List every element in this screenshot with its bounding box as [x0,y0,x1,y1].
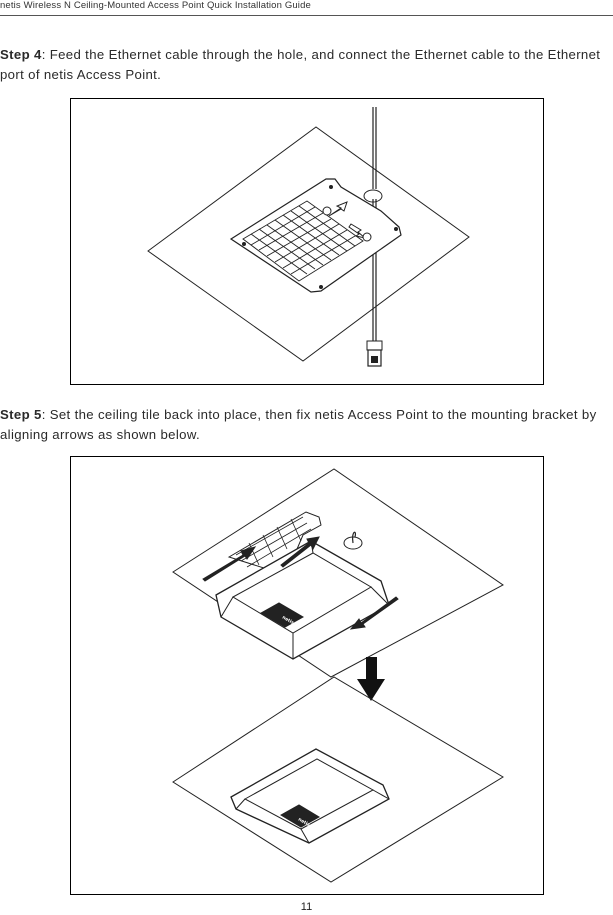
figure-step-5-illustration [71,457,545,896]
rj45-connector [367,341,382,350]
step-5-label: Step 5 [0,407,42,422]
access-point-lower [231,749,389,843]
device-logo-lower: netis [297,817,311,829]
step-5-text: : Set the ceiling tile back into place, then fix netis Access Point to the mounting bracket by aligning arrows as shown below. [0,407,597,442]
down-arrow-icon [357,657,385,701]
step-5-instruction [0,405,613,445]
step-4-text: : Feed the Ethernet cable through the hole, and connect the Ethernet cable to the Ethernet port of netis Access Point. [0,47,601,82]
header-title: netis Wireless N Ceiling-Mounted Access Point Quick Installation Guide [0,0,311,11]
figure-step-4-illustration [71,99,545,386]
figure-step-4 [70,98,544,385]
figure-step-5 [70,456,544,895]
device-logo-upper: netis [281,615,295,627]
page-header [0,0,613,16]
slide-arrow-left-icon [203,547,255,581]
step-4-instruction [0,45,613,85]
step-4-label: Step 4 [0,47,42,62]
page-number: 11 [300,901,313,913]
